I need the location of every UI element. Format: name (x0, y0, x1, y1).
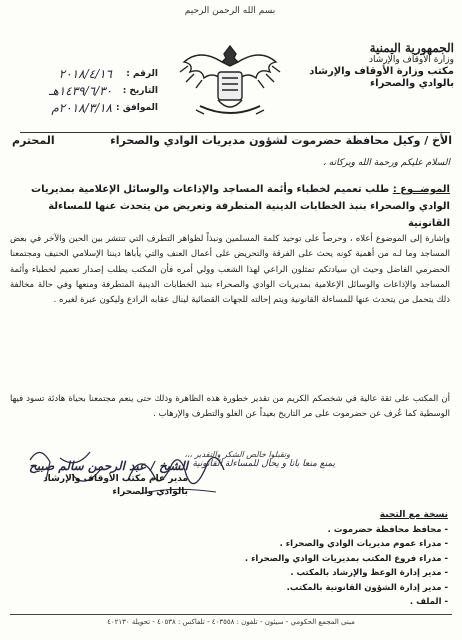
document-meta (8, 66, 158, 117)
header-divider (20, 132, 450, 133)
meta-value: ٢٠١٨/٤/١٦ (58, 67, 112, 81)
footer-address: مبنى المجمع الحكومي - سيئون - تلفون : ٤٠٣٥٥٨ - تلفاكس : ٤٠٥٣٨ - تحويلة ٤٠٢١٣٠ (107, 618, 355, 626)
meta-row-corresponding (8, 100, 158, 117)
subject-text: طلب تعميم لخطباء وأئمة المساجد والإذاعات والوسائل الإعلامية بمديريات الوادي والصحراء بنبذ الخطابات الدينية المتطرفة وتعريض من يتحدث عنها للمساءلة القانونية (31, 184, 450, 229)
signer-block (28, 460, 188, 499)
ministry-header (304, 42, 454, 90)
meta-row-date (8, 83, 158, 100)
handwritten-note: يمنع منعا باتا و يحال للمساءلة القانونية (192, 459, 335, 469)
footer-divider (10, 614, 452, 615)
signer-title: مدير عام مكتب الأوقاف والإرشاد (43, 474, 188, 484)
meta-label: الرقم : (126, 69, 158, 79)
signer-title-region: بالوادي والصحراء (112, 487, 188, 497)
meta-value: ٢٠١٨/٣/١٨م (51, 101, 112, 115)
recipient-name: الأخ / وكيل محافظة حضرموت لشؤون مديريات الوادي والصحراء (110, 134, 452, 147)
copies-list (118, 508, 448, 610)
office-name: مكتب وزارة الأوقاف والإرشاد (309, 66, 454, 77)
meta-value: ١٤٣٩/٦/٣٠هـ (48, 84, 112, 98)
country-name: الجمهورية اليمنية (369, 41, 454, 55)
subject-block (10, 181, 450, 232)
list-item: - محافظ محافظة حضرموت . (118, 523, 448, 538)
meta-row-number (8, 66, 158, 83)
list-item: - مدراء عموم مديريات الوادي والصحراء . (118, 537, 448, 552)
meta-label: الموافق : (116, 103, 158, 113)
list-item: - مدراء فروع المكتب بمديريات الوادي والصحراء . (118, 552, 448, 567)
greeting: السلام عليكم ورحمة الله وبركاته ، (323, 158, 450, 168)
list-item: - الملف . (118, 595, 448, 610)
list-item: - مدير إدارة الشؤون القانونية بالمكتب. (118, 581, 448, 596)
recipient-line (12, 134, 452, 147)
ministry-name: وزارة الأوقاف والإرشاد (369, 55, 454, 65)
signer-name: الشيخ / عبد الرحمن سالم صبيح (28, 459, 188, 473)
office-region: بالوادي والصحراء (370, 78, 454, 89)
recipient-honorific: المحترم (12, 134, 55, 147)
meta-label: التاريخ : (122, 86, 158, 96)
eagle-emblem-icon (170, 28, 290, 128)
list-item: - مدير إدارة الوعظ والإرشاد بالمكتب . (118, 566, 448, 581)
body-paragraph: أن المكتب على ثقة عالية في شخصكم الكريم من تقدير خطورة هذه الظاهرة وذلك حتى ينعم مجتمعنا بحياة هادئة تسود فيها الوسطية كما عُرف عن حضرموت على مر التاريخ بعيداً عن الغلو والتطرف والإرهاب . (10, 394, 450, 420)
copies-title: نسخة مع التحية (379, 510, 448, 520)
closing-line: وتقبلوا خالص الشكر والتقدير ،،، (184, 450, 290, 459)
body-paragraph: وإشارة إلى الموضوع أعلاه ، وحرصاً على توحيد كلمة المسلمين ونبذاً لظواهر التطرف التي تنتشر بين الحين والآخر في بعض المساجد وما لـه من أهمية كونه يحث على الفرقة والتحريض على أعمال العنف والتي يأباها ديننا الإسلامي الحنيف ومجتمعنا الحضرمي الفاضل وحيث ان سيادتكم تمثلون الراعي لهذا الشعب وولي أمره فأن المكتب يطلب إصدار تعميم لخطباء وأئمة المساجد والإذاعات والوسائل الإعلامية بمديريات الوادي والصحراء بنبذ الخطابات الدينية المتطرفة ومنعها وفي حالة مخالفة ذلك يتحمل من يتحدث عنها للمساءلة القانونية ويتم إحالته للجهات القضائية لينال عقابه الرادع وليكون عبرة لغيره . (10, 234, 450, 306)
basmala: بسم الله الرحمن الرحيم (184, 6, 276, 16)
subject-label: الموضــوع : (392, 184, 450, 195)
